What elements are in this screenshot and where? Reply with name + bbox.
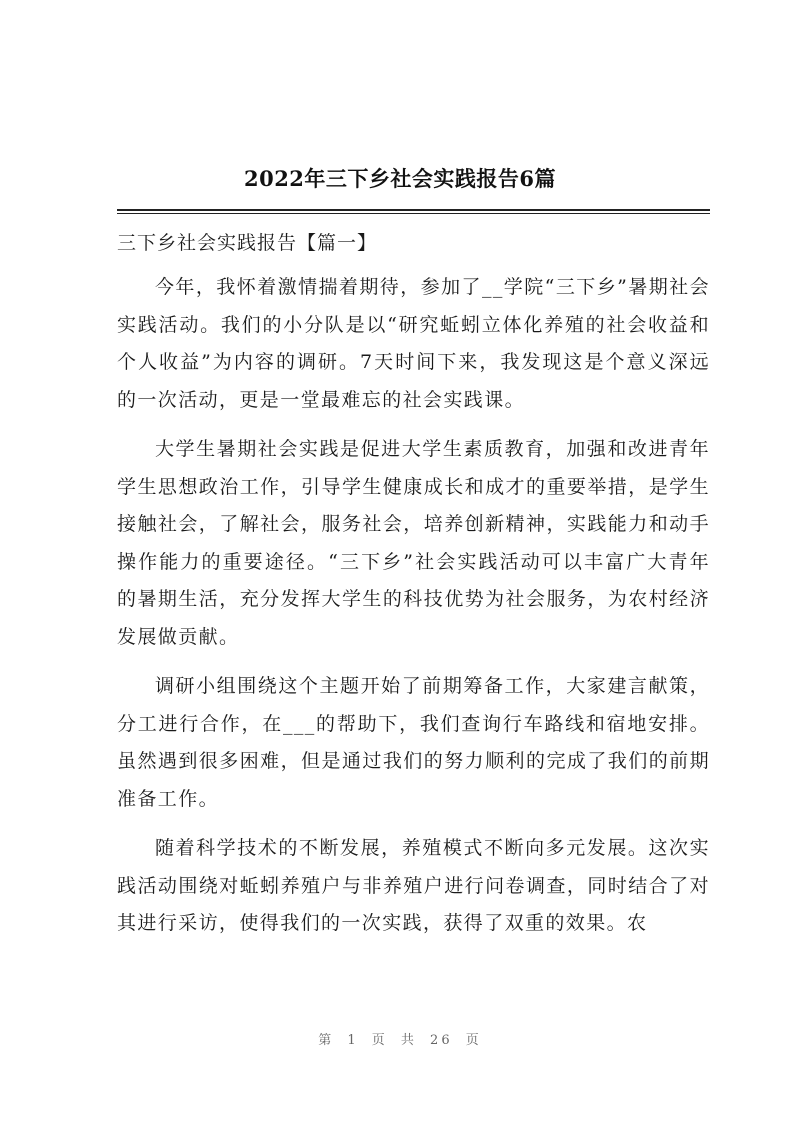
document-body [117,224,710,955]
section-heading: 三下乡社会实践报告【篇一】 [117,232,378,254]
document-title: 2022年三下乡社会实践报告6篇 [243,166,557,191]
paragraph-3: 调研小组围绕这个主题开始了前期筹备工作，大家建言献策，分工进行合作，在___的帮助下，我们查询行车路线和宿地安排。虽然遇到很多困难，但是通过我们的努力顺利的完成了我们的前期准备工作。 [117,675,710,810]
page-number-footer: 第 1 页 共 26 页 [318,1033,482,1048]
title-divider [117,209,710,214]
paragraph-4: 随着科学技术的不断发展，养殖模式不断向多元发展。这次实践活动围绕对蚯蚓养殖户与非养殖户进行问卷调查，同时结合了对其进行采访，使得我们的一次实践，获得了双重的效果。农 [117,837,710,934]
paragraph-1: 今年，我怀着激情揣着期待，参加了__学院“三下乡”暑期社会实践活动。我们的小分队是以“研究蚯蚓立体化养殖的社会收益和个人收益”为内容的调研。7天时间下来，我发现这是个意义深远的一次活动，更是一堂最难忘的社会实践课。 [117,276,710,411]
paragraph-2: 大学生暑期社会实践是促进大学生素质教育，加强和改进青年学生思想政治工作，引导学生健康成长和成才的重要举措，是学生接触社会，了解社会，服务社会，培养创新精神，实践能力和动手操作能力的重要途径。“三下乡”社会实践活动可以丰富广大青年的暑期生活，充分发挥大学生的科技优势为社会服务，为农村经济发展做贡献。 [117,438,710,648]
